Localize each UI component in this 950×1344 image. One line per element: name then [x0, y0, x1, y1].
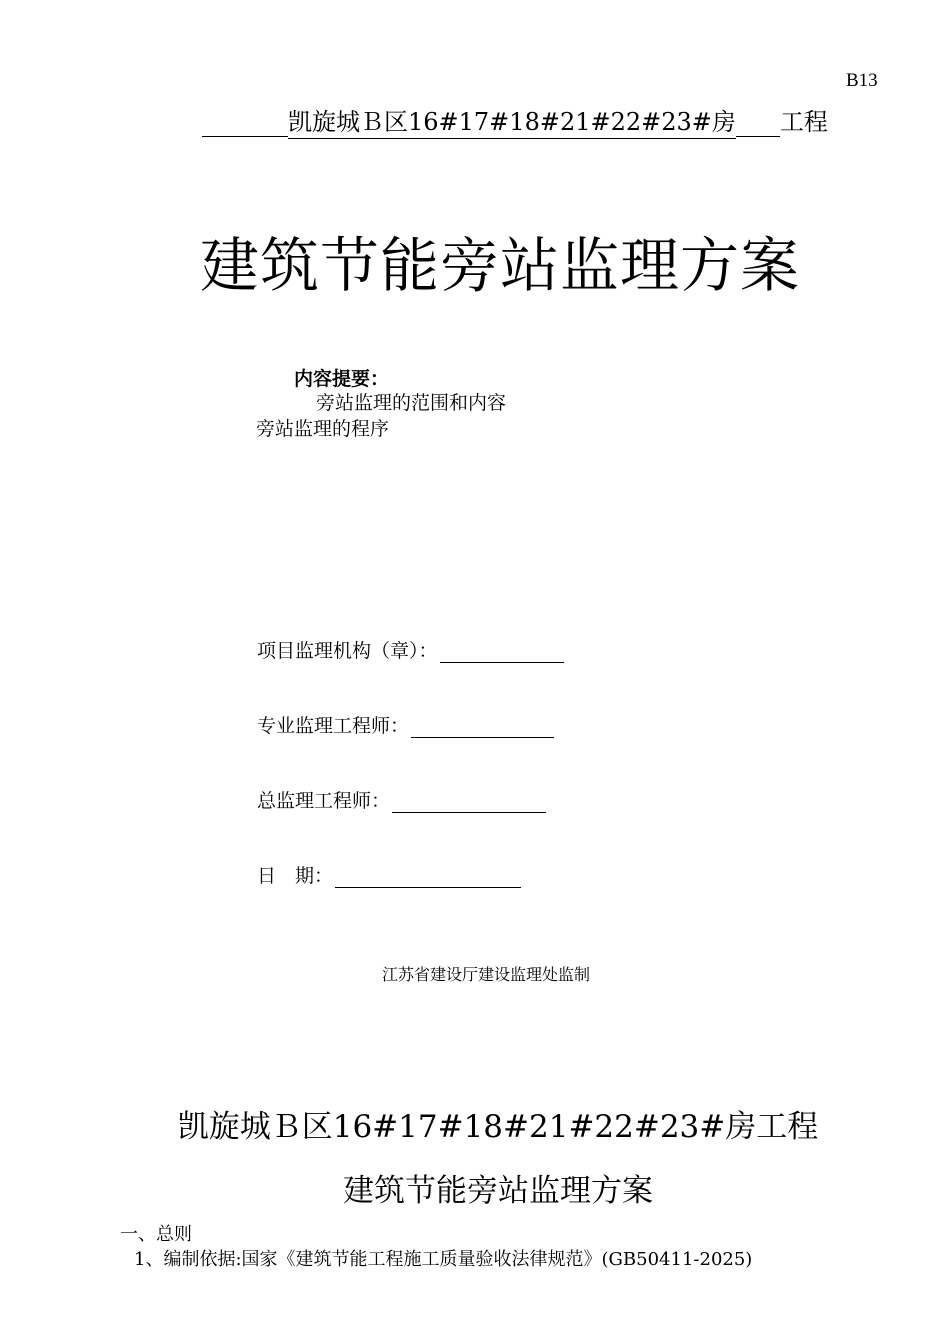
issuer-note: 江苏省建设厅建设监理处监制	[381, 965, 590, 984]
signature-row-date	[257, 861, 521, 888]
underline-blank	[202, 108, 288, 137]
chief-label: 总监理工程师：	[257, 790, 391, 812]
section-paragraph: 1、编制依据:国家《建筑节能工程施工质量验收法律规范》(GB50411-2025)	[134, 1249, 753, 1270]
project-name: 凯旋城Ｂ区16#17#18#21#22#23#房	[288, 108, 736, 139]
signature-row-engineer	[257, 711, 554, 738]
body-title: 凯旋城Ｂ区16#17#18#21#22#23#房工程	[177, 1109, 819, 1145]
org-label: 项目监理机构（章）：	[257, 640, 438, 662]
summary-heading: 内容提要：	[294, 368, 390, 390]
chief-signature-line	[392, 790, 546, 813]
section-heading: 一、总则	[120, 1224, 192, 1245]
engineer-signature-line	[411, 715, 554, 738]
project-suffix: 工程	[779, 108, 828, 136]
summary-item: 旁站监理的程序	[256, 418, 390, 440]
engineer-label: 专业监理工程师：	[257, 715, 410, 737]
signature-row-org	[257, 636, 564, 663]
summary-item: 旁站监理的范围和内容	[316, 392, 507, 414]
date-line	[335, 865, 521, 888]
document-title: 建筑节能旁站监理方案	[199, 231, 800, 300]
org-signature-line	[440, 640, 564, 663]
signature-row-chief	[257, 786, 546, 813]
underline-blank	[736, 108, 780, 137]
project-name-line	[202, 102, 828, 137]
date-label: 日 期：	[257, 865, 334, 887]
body-subtitle: 建筑节能旁站监理方案	[343, 1173, 653, 1209]
form-code: B13	[846, 70, 878, 91]
